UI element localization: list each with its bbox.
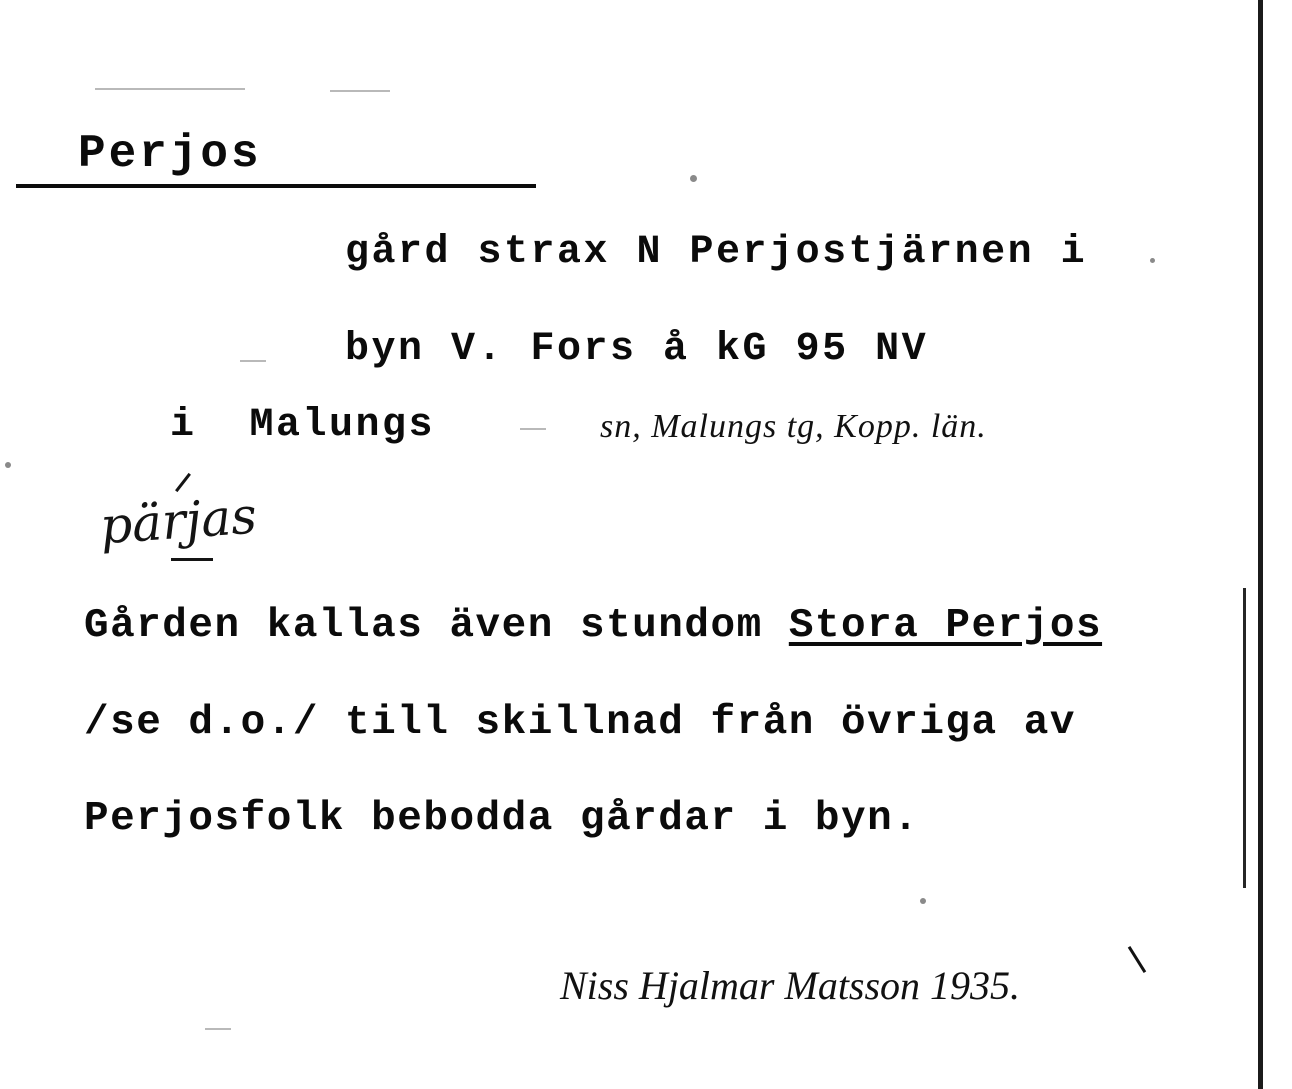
signature: Niss Hjalmar Matsson 1935. (560, 963, 1021, 1008)
scan-artifact-line-top (95, 88, 245, 90)
handwritten-underline (171, 558, 213, 561)
scan-artifact-line-top2 (330, 90, 390, 92)
typed-line-village: byn V. Fors å kG 95 NV (345, 327, 929, 372)
handwritten-phonetic-gloss: pärjas (98, 486, 259, 556)
scan-speck-1 (690, 175, 697, 182)
headword: Perjos (78, 128, 262, 180)
scan-edge-right (1258, 0, 1263, 1089)
typed-line-location: gård strax N Perjostjärnen i (345, 230, 1088, 275)
body-line-3: Perjosfolk bebodda gårdar i byn. (84, 796, 920, 842)
scan-artifact-line-mid (240, 360, 266, 362)
typed-line-parish: i Malungs (170, 403, 436, 448)
scan-speck-3 (5, 462, 11, 468)
printed-form-text: sn, Malungs tg, Kopp. län. (600, 408, 987, 445)
body-line-1-plain: Gården kallas även stundom (84, 603, 789, 649)
scan-artifact-line-bottom (205, 1028, 231, 1030)
scan-speck-2 (1150, 258, 1155, 263)
handwritten-accent-mark (175, 473, 191, 492)
scan-edge-inner-line (1243, 588, 1246, 888)
body-line-1-underlined-term: Stora Perjos (788, 603, 1103, 649)
scan-artifact-line-mid2 (520, 428, 546, 430)
signature-flourish (1128, 946, 1146, 973)
scan-speck-4 (920, 898, 926, 904)
headword-underline-rule (16, 184, 536, 188)
body-line-2: /se d.o./ till skillnad från övriga av (84, 700, 1076, 746)
body-line-1 (84, 603, 1102, 649)
